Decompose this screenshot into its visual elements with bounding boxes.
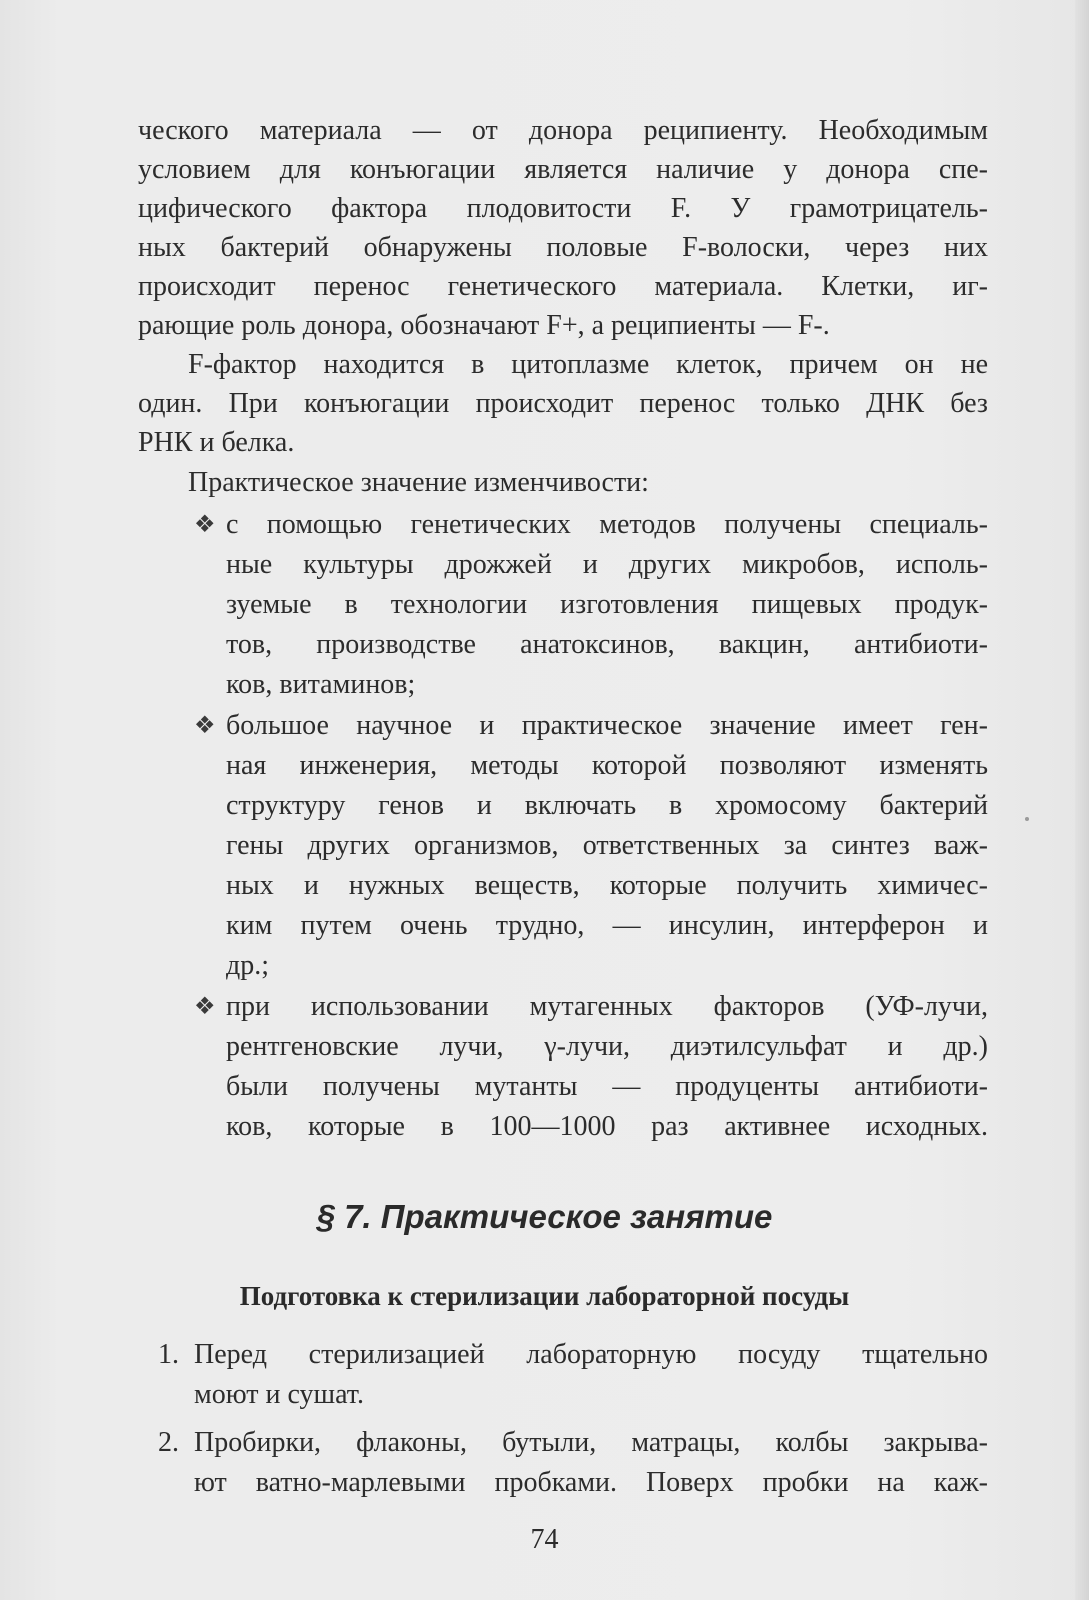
bullet-line: тов, производстве анатоксинов, вакцин, антибиоти- bbox=[226, 629, 988, 660]
text-line: ных бактерий обнаружены половые F-волоски, через них bbox=[138, 232, 988, 263]
bullet-line: структуру генов и включать в хромосому бактерий bbox=[226, 790, 988, 821]
bullet-line: ким путем очень трудно, — инсулин, интерферон и bbox=[226, 910, 988, 941]
bullet-line: при использовании мутагенных факторов (УФ-лучи, bbox=[226, 991, 988, 1022]
step-line: ют ватно-марлевыми пробками. Поверх пробки на каж- bbox=[194, 1467, 988, 1498]
text-line: РНК и белка. bbox=[138, 427, 295, 458]
text-line: рающие роль донора, обозначают F+, а реципиенты — F-. bbox=[138, 310, 830, 341]
text-line: происходит перенос генетического материала. Клетки, иг- bbox=[138, 271, 988, 302]
bullet-line: ных и нужных веществ, которые получить химичес- bbox=[226, 870, 988, 901]
step-number: 2. bbox=[158, 1427, 179, 1458]
bullet-line: ные культуры дрожжей и других микробов, исполь- bbox=[226, 549, 988, 580]
bullet-line: рентгеновские лучи, γ-лучи, диэтилсульфат и др.) bbox=[226, 1031, 988, 1062]
step-line: Пробирки, флаконы, бутыли, матрацы, колбы закрыва- bbox=[194, 1427, 988, 1458]
step-line: моют и сушат. bbox=[194, 1379, 364, 1410]
step-line: Перед стерилизацией лабораторную посуду тщательно bbox=[194, 1339, 988, 1370]
bullet-line: зуемые в технологии изготовления пищевых продук- bbox=[226, 589, 988, 620]
bullet-line: были получены мутанты — продуценты антибиоти- bbox=[226, 1071, 988, 1102]
page-edge-shadow bbox=[1075, 0, 1089, 1600]
bullet-diamond-icon: ❖ bbox=[194, 512, 216, 538]
text-line: F-фактор находится в цитоплазме клеток, причем он не bbox=[188, 349, 988, 380]
bullet-diamond-icon: ❖ bbox=[194, 713, 216, 739]
section-heading: § 7. Практическое занятие bbox=[316, 1198, 773, 1235]
bullet-line: большое научное и практическое значение имеет ген- bbox=[226, 710, 988, 741]
bullet-line: др.; bbox=[226, 950, 270, 981]
bullet-line: ная инженерия, методы которой позволяют изменять bbox=[226, 750, 988, 781]
bullet-diamond-icon: ❖ bbox=[194, 994, 216, 1020]
bullet-line: гены других организмов, ответственных за синтез важ- bbox=[226, 830, 988, 861]
step-number: 1. bbox=[158, 1339, 179, 1370]
text-line: один. При конъюгации происходит перенос только ДНК без bbox=[138, 388, 988, 419]
page-number: 74 bbox=[530, 1524, 559, 1555]
bullet-line: с помощью генетических методов получены специаль- bbox=[226, 509, 988, 540]
text-line: цифического фактора плодовитости F. У грамотрицатель- bbox=[138, 193, 988, 224]
bullet-line: ков, витаминов; bbox=[226, 669, 416, 700]
text-line: условием для конъюгации является наличие у донора спе- bbox=[138, 154, 988, 185]
scan-speck bbox=[1025, 817, 1029, 821]
text-line: ческого материала — от донора реципиенту. Необходимым bbox=[138, 115, 988, 146]
list-intro: Практическое значение изменчивости: bbox=[188, 467, 649, 498]
bullet-line: ков, которые в 100—1000 раз активнее исходных. bbox=[226, 1111, 988, 1142]
subheading: Подготовка к стерилизации лабораторной посуды bbox=[239, 1281, 850, 1311]
